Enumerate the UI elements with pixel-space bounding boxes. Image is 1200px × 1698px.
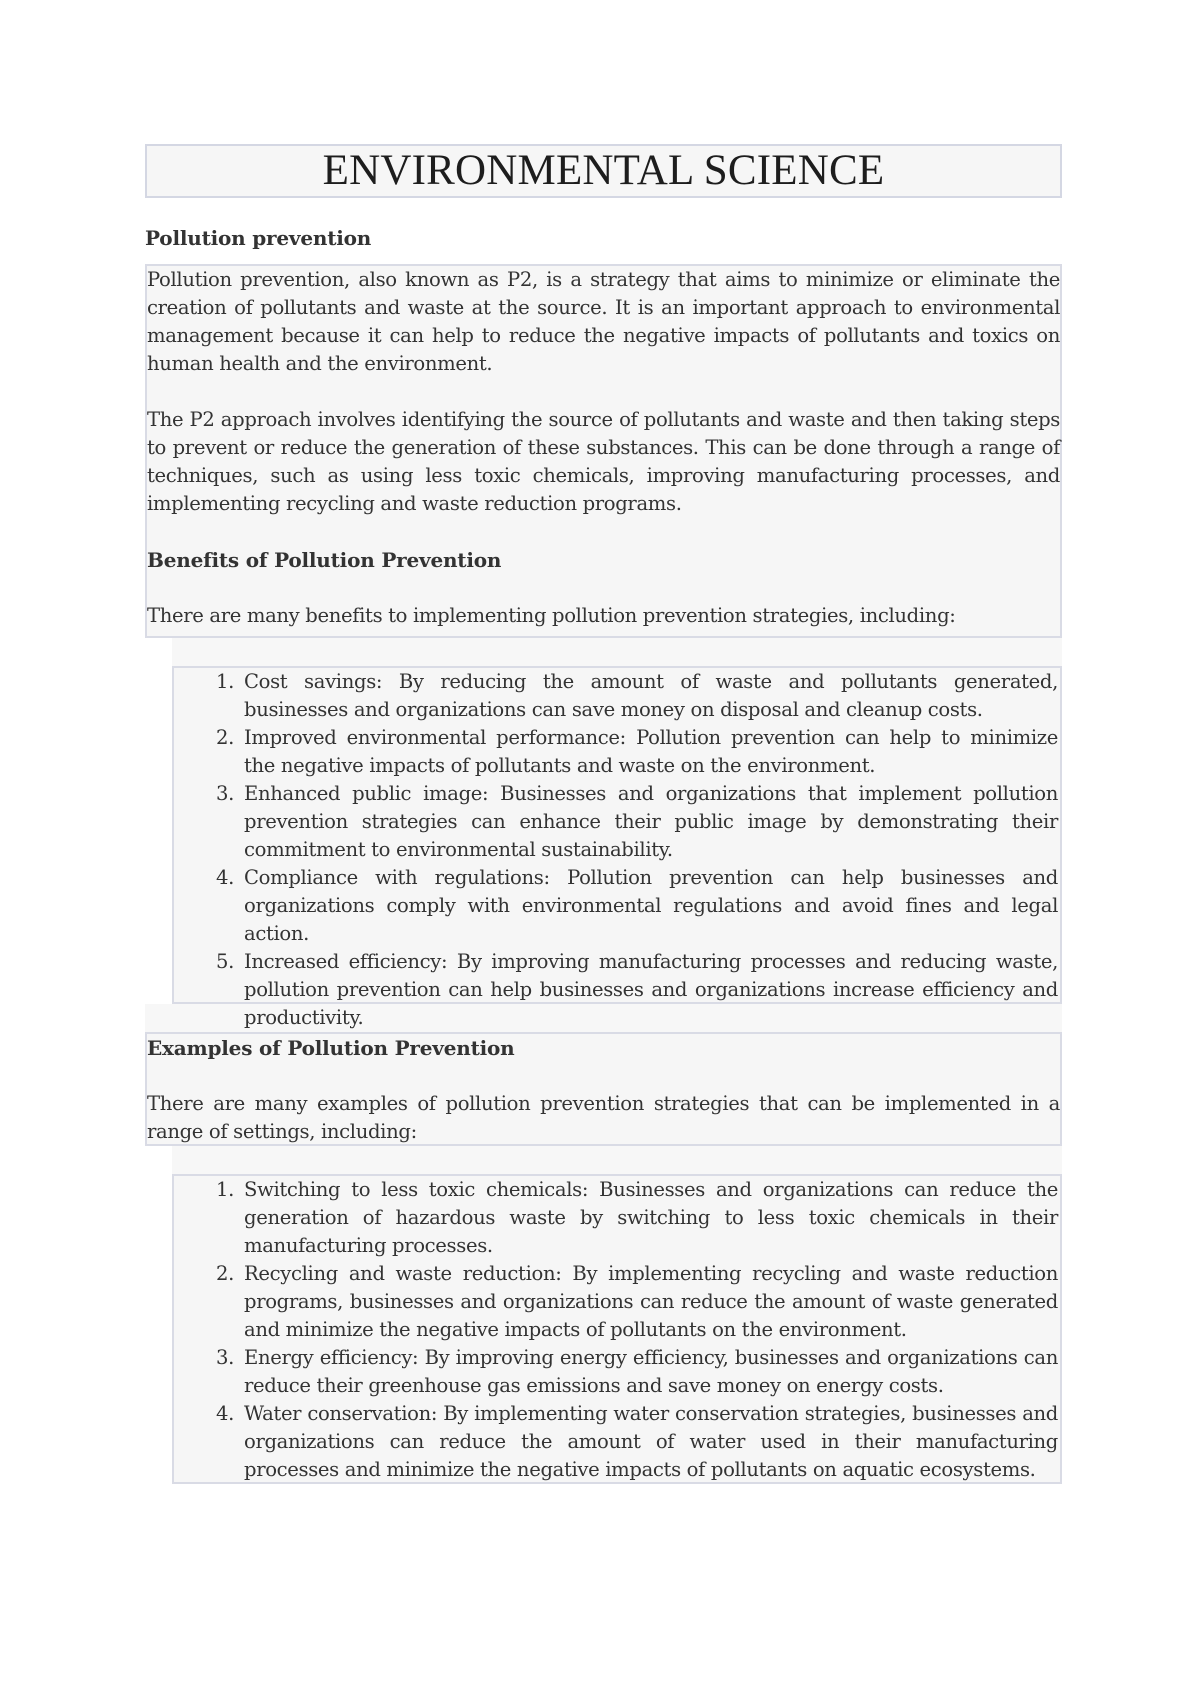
document-page <box>145 144 1062 1484</box>
benefits-list <box>172 666 1062 1029</box>
list-item-text: Improved environmental performance: Pollution prevention can help to minimize the negative impacts of pollutants and waste on the environment. <box>244 726 1058 777</box>
list-item-number: 1. <box>216 1178 234 1201</box>
list-item-number: 3. <box>216 1346 234 1369</box>
list-item <box>174 780 1060 864</box>
intro-paragraph-1: Pollution prevention, also known as P2, is a strategy that aims to minimize or eliminate the creation of pollutants and waste at the source. It is an important approach to environmental management because it can help to reduce the negative impacts of pollutants and toxics on human health and the environment. <box>147 268 1060 375</box>
heading-pollution-prevention: Pollution prevention <box>145 226 372 250</box>
list-item-number: 4. <box>216 866 234 889</box>
list-item-text: Energy efficiency: By improving energy efficiency, businesses and organizations can reduce their greenhouse gas emissions and save money on energy costs. <box>244 1346 1058 1397</box>
list-item <box>174 668 1060 724</box>
list-item-text: Cost savings: By reducing the amount of waste and pollutants generated, businesses and organizations can save money on disposal and cleanup costs. <box>244 670 1058 721</box>
examples-list <box>172 1174 1062 1484</box>
list-item-text: Switching to less toxic chemicals: Businesses and organizations can reduce the generation of hazardous waste by switching to less toxic chemicals in their manufacturing processes. <box>244 1178 1058 1257</box>
document-title: ENVIRONMENTAL SCIENCE <box>145 144 1062 198</box>
list-item <box>174 724 1060 780</box>
benefits-intro: There are many benefits to implementing pollution prevention strategies, including: <box>147 604 956 627</box>
list-item-number: 5. <box>216 950 234 973</box>
list-item-text: Increased efficiency: By improving manufacturing processes and reducing waste, pollution prevention can help businesses and organizations increase efficiency and productivity. <box>244 950 1058 1029</box>
list-item <box>174 1344 1060 1400</box>
list-item-text: Water conservation: By implementing water conservation strategies, businesses and organizations can reduce the amount of water used in their manufacturing processes and minimize the negative impacts of pollutants on aquatic ecosystems. <box>244 1402 1058 1481</box>
list-item <box>174 1400 1060 1484</box>
examples-intro: There are many examples of pollution prevention strategies that can be implemented in a range of settings, including: <box>147 1092 1060 1143</box>
list-item-number: 1. <box>216 670 234 693</box>
list-item <box>174 948 1060 1032</box>
list-item-number: 2. <box>216 1262 234 1285</box>
list-spacer <box>172 1146 1062 1174</box>
heading-benefits: Benefits of Pollution Prevention <box>147 548 502 572</box>
list-item <box>174 1176 1060 1260</box>
list-item-text: Recycling and waste reduction: By implementing recycling and waste reduction programs, businesses and organizations can reduce the amount of waste generated and minimize the negative impacts of pollutants on the environment. <box>244 1262 1058 1341</box>
examples-text-box <box>145 1032 1062 1146</box>
list-spacer <box>172 638 1062 666</box>
list-item <box>174 864 1060 948</box>
heading-examples: Examples of Pollution Prevention <box>147 1036 515 1060</box>
list-item <box>174 1260 1060 1344</box>
list-item-number: 4. <box>216 1402 234 1425</box>
intro-text-box <box>145 264 1062 638</box>
list-item-number: 3. <box>216 782 234 805</box>
list-item-text: Enhanced public image: Businesses and organizations that implement pollution prevention strategies can enhance their public image by demonstrating their commitment to environmental sustainability. <box>244 782 1058 861</box>
intro-paragraph-2: The P2 approach involves identifying the source of pollutants and waste and then taking steps to prevent or reduce the generation of these substances. This can be done through a range of techniques, such as using less toxic chemicals, improving manufacturing processes, and implementing recycling and waste reduction programs. <box>147 408 1060 515</box>
list-item-text: Compliance with regulations: Pollution prevention can help businesses and organizations comply with environmental regulations and avoid fines and legal action. <box>244 866 1058 945</box>
list-item-number: 2. <box>216 726 234 749</box>
